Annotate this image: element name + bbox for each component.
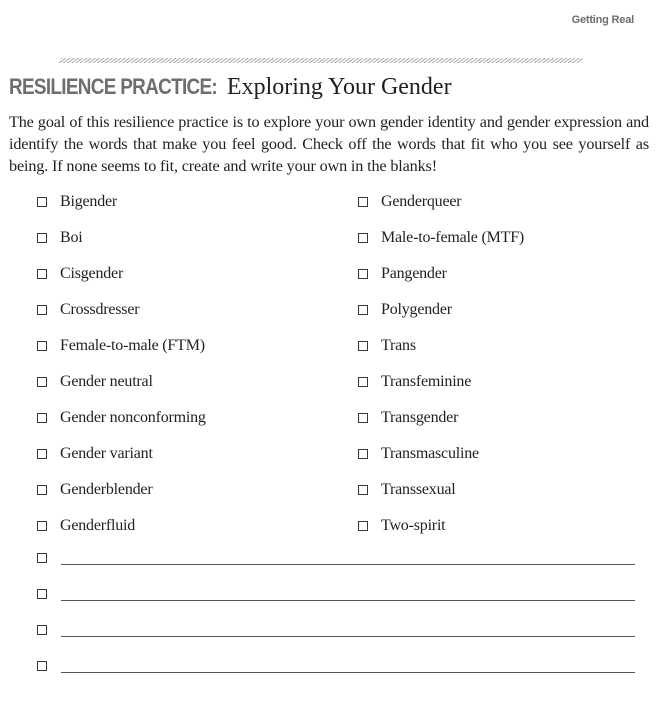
checkbox[interactable] — [358, 341, 368, 351]
checkbox[interactable] — [358, 305, 368, 315]
checkbox[interactable] — [37, 269, 47, 279]
page-title — [9, 72, 452, 102]
write-in-blank[interactable] — [61, 564, 635, 565]
checkbox[interactable] — [37, 661, 47, 671]
checkbox[interactable] — [358, 197, 368, 207]
checkbox[interactable] — [37, 377, 47, 387]
write-in-blank[interactable] — [61, 672, 635, 673]
write-in-blank[interactable] — [61, 600, 635, 601]
checklist-item-label: Boi — [60, 229, 83, 246]
title-label: RESILIENCE PRACTICE: — [9, 74, 218, 99]
checklist-item[interactable] — [358, 372, 471, 392]
checklist-item-label: Gender neutral — [60, 373, 153, 390]
checklist-item-label: Transsexual — [381, 481, 456, 498]
checkbox[interactable] — [358, 485, 368, 495]
checkbox[interactable] — [37, 485, 47, 495]
checklist-item-label: Cisgender — [60, 265, 124, 282]
checklist-item[interactable] — [358, 444, 479, 464]
checklist-item[interactable] — [358, 192, 461, 212]
checkbox[interactable] — [358, 413, 368, 423]
checklist-item[interactable] — [37, 372, 153, 392]
checklist-item-label: Pangender — [381, 265, 447, 282]
checkbox[interactable] — [37, 197, 47, 207]
checklist-item-label: Genderqueer — [381, 193, 462, 210]
checklist-item[interactable] — [358, 264, 447, 284]
checkbox[interactable] — [358, 449, 368, 459]
checklist-item-label: Gender variant — [60, 445, 153, 462]
checklist-item-label: Polygender — [381, 301, 452, 318]
checklist-item[interactable] — [358, 480, 456, 500]
checkbox[interactable] — [358, 521, 368, 531]
write-in-row[interactable] — [37, 657, 635, 677]
checklist-item[interactable] — [37, 192, 117, 212]
checklist-item-label: Trans — [381, 337, 416, 354]
write-in-row[interactable] — [37, 585, 635, 605]
checkbox[interactable] — [37, 449, 47, 459]
checklist-item[interactable] — [37, 480, 152, 500]
checkbox[interactable] — [358, 269, 368, 279]
checklist-item-label: Female-to-male (FTM) — [60, 337, 205, 354]
checklist-item[interactable] — [358, 300, 452, 320]
checklist-item-label: Transfeminine — [381, 373, 472, 390]
checklist-item[interactable] — [37, 300, 139, 320]
checklist-item[interactable] — [37, 408, 206, 428]
checkbox[interactable] — [37, 589, 47, 599]
checklist-item[interactable] — [37, 516, 135, 536]
checklist-item[interactable] — [358, 516, 445, 536]
checklist-item-label: Male-to-female (MTF) — [381, 229, 525, 246]
title-text: Exploring Your Gender — [226, 74, 452, 100]
checklist-item[interactable] — [37, 336, 205, 356]
checkbox[interactable] — [37, 625, 47, 635]
write-in-blank[interactable] — [61, 636, 635, 637]
intro-paragraph: The goal of this resilience practice is to explore your own gender identity and gender expression and identify the words that make you feel good. Check off the words that fit who you see yourself as being. If none seems to fit, create and write your own in the blanks! — [9, 113, 649, 175]
checklist-item[interactable] — [358, 336, 416, 356]
checkbox[interactable] — [358, 233, 368, 243]
checklist-item-label: Genderfluid — [60, 517, 136, 534]
checklist-item-label: Bigender — [60, 193, 118, 210]
checklist-item-label: Two-spirit — [381, 517, 446, 534]
checkbox[interactable] — [37, 233, 47, 243]
checklist-item-label: Crossdresser — [60, 301, 140, 318]
checklist-item-label: Genderblender — [60, 481, 153, 498]
checkbox[interactable] — [37, 305, 47, 315]
hatched-divider — [59, 58, 583, 63]
checklist-item[interactable] — [37, 444, 153, 464]
checklist-item[interactable] — [37, 228, 83, 248]
running-head: Getting Real — [571, 14, 634, 26]
checkbox[interactable] — [37, 521, 47, 531]
checkbox[interactable] — [37, 413, 47, 423]
checklist-item-label: Gender nonconforming — [60, 409, 206, 426]
checklist-item[interactable] — [358, 408, 458, 428]
checklist-item-label: Transmasculine — [381, 445, 479, 462]
checklist-item[interactable] — [358, 228, 524, 248]
checkbox[interactable] — [37, 341, 47, 351]
checklist-item[interactable] — [37, 264, 123, 284]
checklist-item-label: Transgender — [381, 409, 459, 426]
write-in-row[interactable] — [37, 621, 635, 641]
write-in-row[interactable] — [37, 549, 635, 569]
checkbox[interactable] — [358, 377, 368, 387]
checkbox[interactable] — [37, 553, 47, 563]
